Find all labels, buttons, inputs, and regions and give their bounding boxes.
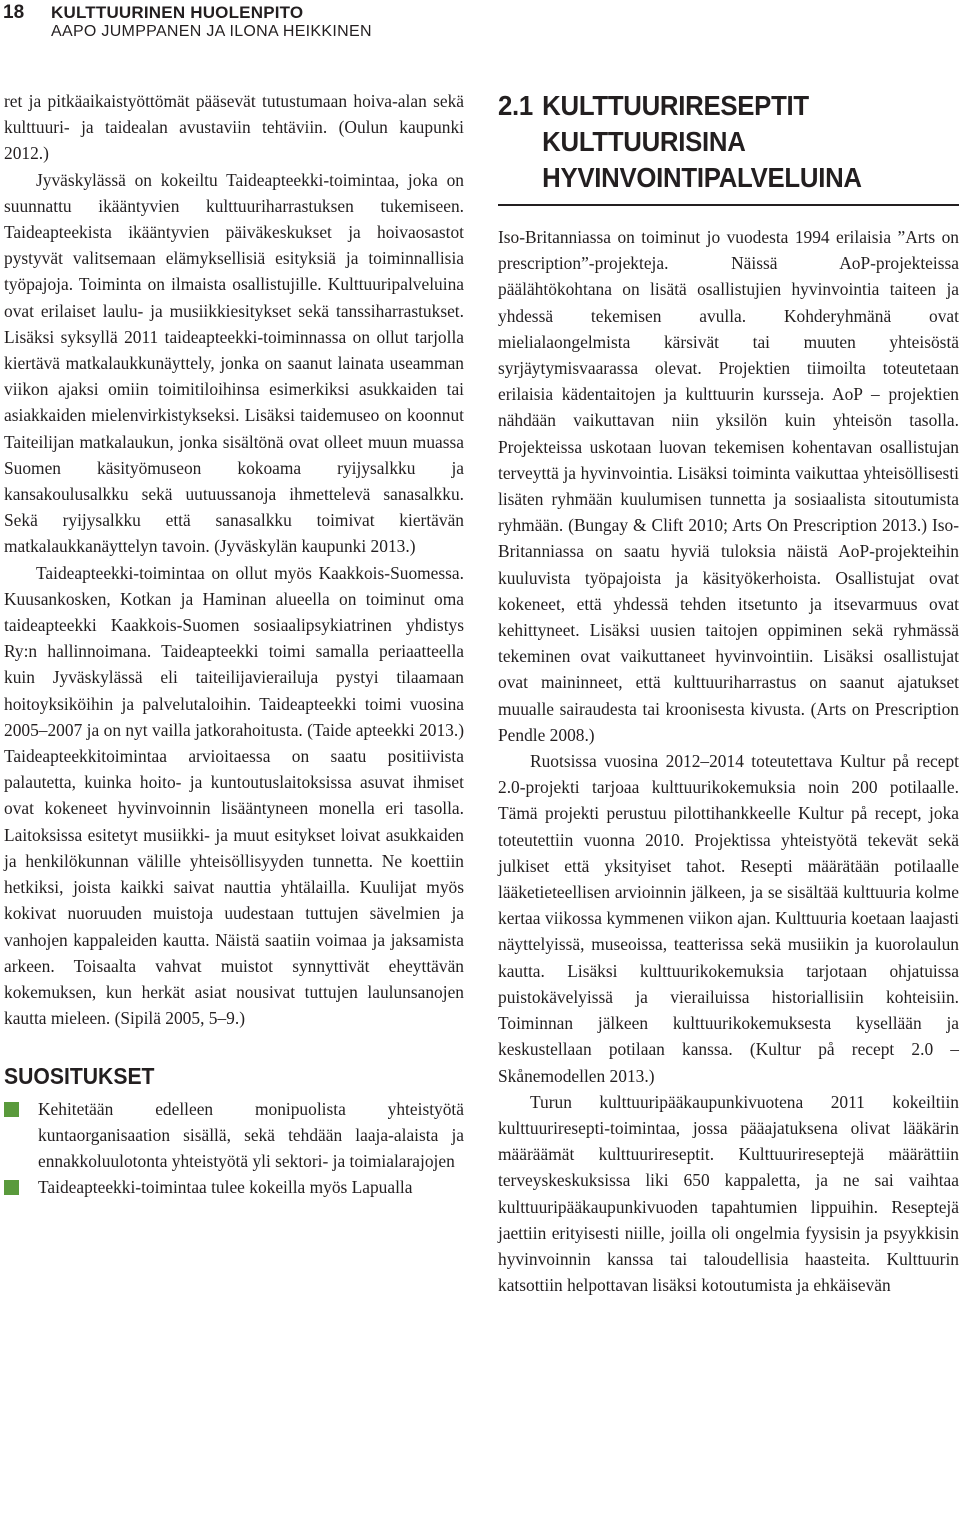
running-authors: AAPO JUMPPANEN JA ILONA HEIKKINEN: [51, 23, 372, 40]
heading-rule: [498, 204, 959, 206]
recommendation-item: [4, 1096, 464, 1175]
section-heading-line: HYVINVOINTIPALVELUINA: [542, 162, 862, 193]
recommendation-text: Taideapteekki-toimintaa tulee kokeilla myös Lapualla: [38, 1177, 413, 1198]
body-paragraph: Taideapteekki-toimintaa on ollut myös Kaakkois-Suomessa. Kuusankosken, Kotkan ja Haminan alueella on toiminut oma taideapteekki Kaakkois-Suomen sosiaalipsykiatrinen yhdistys Ry:n hallinnoimana. Taideapteekki toimi samalla periaatteella kuin Jyväskylässä eli taiteilijavierailuja pystyi tilaamaan hoitoyksiköihin ja palvelutaloihin. Taideapteekki toimi vuosina 2005–2007 ja on nyt vailla jatkorahoitusta. (Taide apteekki 2013.) Taideapteekkitoimintaa arvioitaessa on saatu positiivista palautetta, kuinka hoito- ja kuntoutuslaitoksissa asuvat ihmiset ovat kokeneet hyvinvoinnin lisääntyneen monella eri tasolla. Laitoksissa esitetyt musiikki- ja muut esitykset loivat asukkaiden ja henkilökunnan välille yhteisöllisyyden tunnetta. Ne koettiin hetkiksi, joista kaikki saivat nauttia yhtälailla. Kuulijat myös kokivat nuoruuden muistoja uudestaan tuttujen sävelmien ja vanhojen kappaleiden kautta. Näistä saatiin voimaa ja jaksamista arkeen. Toisaalta vahvat muistot synnyttivät eheyttävän kokemuksen, kun herkät asiat nousivat tuttujen laulunsanojen kautta mieleen. (Sipilä 2005, 5–9.): [4, 562, 464, 1029]
section-heading-line: KULTTUURIRESEPTIT: [542, 90, 809, 121]
body-paragraph: ret ja pitkäaikaistyöttömät pääsevät tutustumaan hoiva-alan sekä kulttuuri- ja taidealan avustaviin tehtäviin. (Oulun kaupunki 2012.): [4, 91, 464, 164]
body-paragraph: Jyväskylässä on kokeiltu Taideapteekki-toimintaa, joka on suunnattu ikääntyvien kulttuuriharrastuksen tukemiseen. Taideapteekista ikääntyvien päiväkeskukset ja hoivaosastot pystyvät valitsemaan elämyksellisiä esityksiä ja toiminnallisia työpajoja. Toiminta on ilmaista osallistujille. Kulttuuripalveluina ovat erilaiset laulu- ja musiikkiesitykset sekä tanssiharrastukset. Lisäksi syksyllä 2011 taideapteekki-toiminnassa on ollut tarjolla kiertävä matkalaukkunäyttely, jonka on saanut lainata useamman viikon ajaksi omiin toimitiloihinsa esimerkiksi asukkaiden tai asiakkaiden mielenvirkistykseksi. Lisäksi taidemuseo on koonnut Taiteilijan matkalaukun, jonka sisältönä ovat olleet muun muassa Suomen käsityömuseon kokoama ryijysalkku ja kansakoulusalkku sekä uutuussanoja ihmettelevä sanasalkku. Sekä ryijysalkku että sanasalkku toimivat kiertävän matkalaukkanäyttelyn tavoin. (Jyväskylän kaupunki 2013.): [4, 169, 464, 557]
section-heading-number: 2.1: [498, 90, 533, 121]
section-heading-line: KULTTUURISINA: [542, 126, 746, 157]
page-header: [0, 0, 960, 48]
right-column: [498, 88, 959, 1298]
recommendation-text: Kehitetään edelleen monipuolista yhteistyötä kuntaorganisaation sisällä, sekä tehdään laaja-alaista ja ennakkoluulotonta yhteistyötä yli sektori- ja toimialarajojen: [38, 1098, 464, 1171]
recommendation-item: [4, 1174, 464, 1200]
square-bullet-icon: [4, 1102, 19, 1117]
page-number: 18: [3, 2, 25, 23]
body-paragraph: Iso-Britanniassa on toiminut jo vuodesta 1994 erilaisia ”Arts on prescription”-projekteja. Näissä AoP-projekteissa päälähtökohtana on lisätä osallistujien hyvinvointia taiteen ja yhdessä tekemisen avulla. Kohderyhmänä ovat mielialaongelmista kärsivät tai muuten yhteisöstä syrjäytymisvaarassa olevat. Projektien tiimoilta toteutetaan erilaisia kädentaitojen ja kulttuurin kursseja. AoP – projektien nähdään vaikuttavan niin yksilön kuin yhteisön tasolla. Projekteissa uskotaan luovan tekemisen kohentavan osallistujan terveyttä ja hyvinvointia. Lisäksi toiminta vaikuttaa yhteisöllisesti lisäten ryhmään kuulumisen tunnetta ja sosiaalista sitoutumista ryhmään. (Bungay & Clift 2010; Arts On Prescription 2013.) Iso-Britanniassa on saatu hyviä tuloksia näistä AoP-projekteihin kuuluvista työpajoista ja käsityökerhoista. Osallistujat ovat kokeneet, että yhdessä tehden itsetunto ja itsevarmuus ovat kehittyneet. Lisäksi uusien taitojen oppiminen sekä ryhmässä tekeminen ovat vaikuttaneet hyvinvointiin. Lisäksi osallistujat ovat maininneet, että kulttuuriharrastus on saanut ajatukset muualle sairaudesta tai kroonisesta kivusta. (Arts on Prescription Pendle 2008.): [498, 227, 959, 745]
section-heading: [498, 88, 922, 196]
running-section-title: KULTTUURINEN HUOLENPITO: [51, 3, 304, 22]
left-column: [4, 88, 464, 1200]
recommendations-title: SUOSITUKSET: [4, 1063, 155, 1090]
square-bullet-icon: [4, 1180, 19, 1195]
body-paragraph: Ruotsissa vuosina 2012–2014 toteutettava Kultur på recept 2.0-projekti tarjoaa kulttuurikokemuksia noin 200 potilaalle. Tämä projekti perustuu pilottihankkeelle Kultur på recept, joka toteutettiin vuonna 2010. Projektissa yhteistyötä tekevät sekä julkiset että yksityiset tahot. Resepti määrätään potilaalle lääketieteellisen arvioinnin jälkeen, ja se sisältää kulttuuria kolme kertaa viikossa kymmenen viikon ajan. Kulttuuria koetaan laajasti näyttelyissä, museoissa, teatterissa sekä musiikin ja kuorolaulun kautta. Lisäksi kulttuurikokemuksia tarjotaan ohjatuissa puistokävelyissä ja vierailuissa historiallisiin kohteisiin. Toiminnan jälkeen kulttuurikokemuksesta kysellään ja keskustellaan potilaan kanssa. (Kultur på recept 2.0 – Skånemodellen 2013.): [498, 751, 959, 1086]
body-paragraph: Turun kulttuuripääkaupunkivuotena 2011 kokeiltiin kulttuuriresepti-toimintaa, jossa pääajatuksena olivat lääkärin määräämät kulttuurireseptit. Kulttuurireseptejä määrättiin terveyskeskuksissa liki 650 kappaletta, ja ne sai vaihtaa kulttuuripääkaupunkivuoden tapahtumien lippuihin. Reseptejä jaettiin erityisesti niille, joilla oli ongelmia fyysisin ja psyykkisin hyvinvoinnin kanssa tai taloudellisia haasteita. Kulttuurin katsottiin helpottavan lisäksi kotoutumista ja ehkäisevän: [498, 1091, 959, 1296]
